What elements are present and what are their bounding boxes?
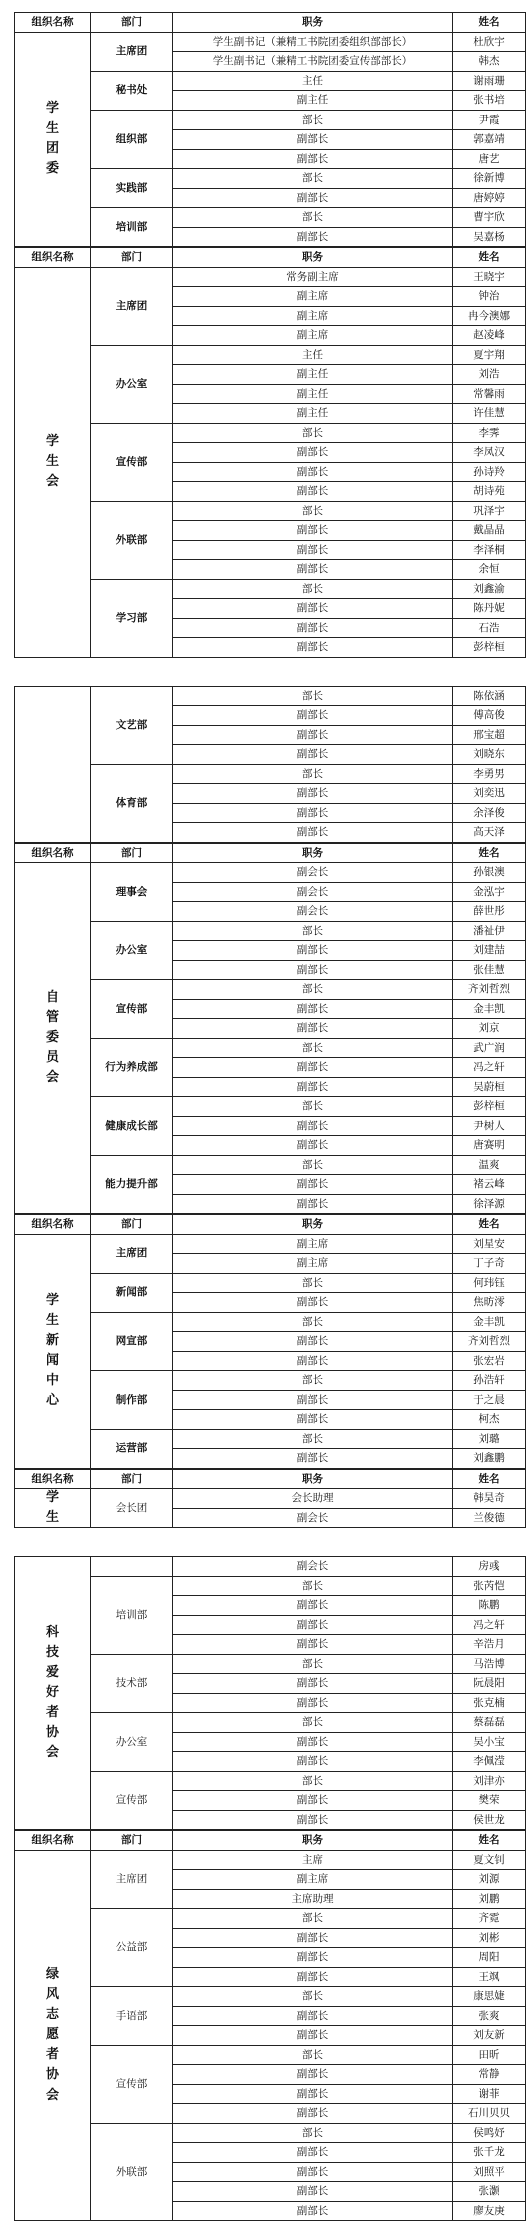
role-cell: 副部长 <box>173 2026 453 2046</box>
role-cell: 副部长 <box>173 1752 453 1772</box>
org-table <box>15 248 526 658</box>
name-cell: 刘奕迅 <box>453 784 526 804</box>
dept-name: 理事会 <box>91 863 173 922</box>
header-name: 姓名 <box>453 1831 526 1851</box>
role-cell: 副部长 <box>173 1058 453 1078</box>
role-cell: 副部长 <box>173 1449 453 1469</box>
name-cell: 齐霓 <box>453 1909 526 1929</box>
header-org: 组织名称 <box>15 248 91 268</box>
dept-name: 组织部 <box>91 111 173 170</box>
org-table-block <box>14 1830 526 2221</box>
name-cell: 夏文钊 <box>453 1851 526 1871</box>
role-cell: 副部长 <box>173 541 453 561</box>
org-table <box>15 1557 526 1830</box>
role-cell: 副部长 <box>173 2143 453 2163</box>
org-name: 自 管 委 员 会 <box>15 863 91 1214</box>
name-cell: 刘浩 <box>453 365 526 385</box>
role-cell: 主席助理 <box>173 1890 453 1910</box>
org-name: 学 生 团 委 <box>15 33 91 248</box>
role-cell: 副部长 <box>173 1175 453 1195</box>
role-cell: 部长 <box>173 1772 453 1792</box>
role-cell: 部长 <box>173 580 453 600</box>
name-cell: 齐刘哲烈 <box>453 1332 526 1352</box>
role-cell: 副部长 <box>173 804 453 824</box>
name-cell: 张宏岩 <box>453 1352 526 1372</box>
name-cell: 刘鑫鹏 <box>453 1449 526 1469</box>
name-cell: 巩泽宇 <box>453 502 526 522</box>
name-cell: 赵凌峰 <box>453 326 526 346</box>
role-cell: 副部长 <box>173 1811 453 1831</box>
name-cell: 常静 <box>453 2065 526 2085</box>
name-cell: 蔡磊磊 <box>453 1713 526 1733</box>
role-cell: 部长 <box>173 922 453 942</box>
name-cell: 戴晶晶 <box>453 521 526 541</box>
name-cell: 刘京 <box>453 1019 526 1039</box>
name-cell: 薛世彤 <box>453 902 526 922</box>
name-cell: 温爽 <box>453 1156 526 1176</box>
role-cell: 部长 <box>173 1577 453 1597</box>
role-cell: 部长 <box>173 1039 453 1059</box>
name-cell: 陈鹏 <box>453 1596 526 1616</box>
header-name: 姓名 <box>453 1215 526 1235</box>
org-table-block <box>14 686 526 843</box>
header-dept: 部门 <box>91 1470 173 1490</box>
name-cell: 李勇男 <box>453 765 526 785</box>
name-cell: 廖友庚 <box>453 2202 526 2221</box>
name-cell: 侯鸣妤 <box>453 2124 526 2144</box>
name-cell: 郭嘉靖 <box>453 130 526 150</box>
header-org: 组织名称 <box>15 1831 91 1851</box>
role-cell: 副部长 <box>173 1635 453 1655</box>
org-name: 学 生 新 闻 中 心 <box>15 1235 91 1469</box>
dept-name: 外联部 <box>91 2124 173 2221</box>
dept-name: 能力提升部 <box>91 1156 173 1215</box>
role-cell: 副部长 <box>173 823 453 843</box>
role-cell: 副主席 <box>173 1235 453 1255</box>
dept-name: 运营部 <box>91 1430 173 1469</box>
role-cell: 副部长 <box>173 784 453 804</box>
name-cell: 冯之轩 <box>453 1058 526 1078</box>
org-table-block <box>14 1469 526 1529</box>
name-cell: 张芮恺 <box>453 1577 526 1597</box>
dept-name: 网宣部 <box>91 1313 173 1372</box>
name-cell: 孙浩轩 <box>453 1371 526 1391</box>
name-cell: 吴嘉杨 <box>453 228 526 248</box>
role-cell: 副部长 <box>173 638 453 658</box>
dept-name: 健康成长部 <box>91 1097 173 1156</box>
header-role: 职务 <box>173 248 453 268</box>
role-cell: 副部长 <box>173 726 453 746</box>
dept-name: 宣传部 <box>91 424 173 502</box>
header-dept: 部门 <box>91 1831 173 1851</box>
role-cell: 副部长 <box>173 1596 453 1616</box>
role-cell: 副部长 <box>173 2065 453 2085</box>
role-cell: 部长 <box>173 2124 453 2144</box>
role-cell: 部长 <box>173 1097 453 1117</box>
role-cell: 副部长 <box>173 619 453 639</box>
role-cell: 部长 <box>173 687 453 707</box>
dept-name: 办公室 <box>91 922 173 981</box>
role-cell: 副部长 <box>173 2085 453 2105</box>
name-cell: 尹霞 <box>453 111 526 131</box>
org-table-block <box>14 12 526 247</box>
role-cell: 副部长 <box>173 463 453 483</box>
role-cell: 副主席 <box>173 1254 453 1274</box>
role-cell: 副部长 <box>173 2182 453 2202</box>
role-cell: 副部长 <box>173 2163 453 2183</box>
dept-name <box>91 1557 173 1577</box>
role-cell: 部长 <box>173 208 453 228</box>
name-cell: 石川贝贝 <box>453 2104 526 2124</box>
role-cell: 副部长 <box>173 228 453 248</box>
org-table <box>15 687 526 843</box>
dept-name: 体育部 <box>91 765 173 843</box>
name-cell: 王晓宇 <box>453 268 526 288</box>
org-name: 学 生 会 <box>15 268 91 658</box>
header-org: 组织名称 <box>15 844 91 864</box>
name-cell: 冉今澳娜 <box>453 307 526 327</box>
dept-name: 宣传部 <box>91 1772 173 1831</box>
name-cell: 常馨雨 <box>453 385 526 405</box>
header-dept: 部门 <box>91 248 173 268</box>
name-cell: 唐赛明 <box>453 1136 526 1156</box>
header-name: 姓名 <box>453 13 526 33</box>
name-cell: 孙诗羚 <box>453 463 526 483</box>
role-cell: 副部长 <box>173 482 453 502</box>
header-role: 职务 <box>173 1470 453 1490</box>
role-cell: 副部长 <box>173 1293 453 1313</box>
name-cell: 傅高俊 <box>453 706 526 726</box>
role-cell: 部长 <box>173 502 453 522</box>
name-cell: 高天泽 <box>453 823 526 843</box>
name-cell: 金泓宇 <box>453 883 526 903</box>
name-cell: 于之晨 <box>453 1391 526 1411</box>
dept-name: 制作部 <box>91 1371 173 1430</box>
name-cell: 刘彬 <box>453 1929 526 1949</box>
dept-name: 办公室 <box>91 346 173 424</box>
role-cell: 副部长 <box>173 521 453 541</box>
name-cell: 冯之轩 <box>453 1616 526 1636</box>
role-cell: 副部长 <box>173 706 453 726</box>
dept-name: 培训部 <box>91 1577 173 1655</box>
dept-name: 实践部 <box>91 169 173 208</box>
name-cell: 丁子奇 <box>453 1254 526 1274</box>
header-dept: 部门 <box>91 844 173 864</box>
role-cell: 副部长 <box>173 1948 453 1968</box>
role-cell: 副部长 <box>173 1352 453 1372</box>
name-cell: 韩杰 <box>453 52 526 72</box>
header-name: 姓名 <box>453 1470 526 1490</box>
name-cell: 焦昉澪 <box>453 1293 526 1313</box>
name-cell: 李佩滢 <box>453 1752 526 1772</box>
header-role: 职务 <box>173 1215 453 1235</box>
name-cell: 唐艺 <box>453 150 526 170</box>
role-cell: 副部长 <box>173 1410 453 1430</box>
org-table <box>15 1831 526 2221</box>
role-cell: 副主席 <box>173 307 453 327</box>
role-cell: 副会长 <box>173 902 453 922</box>
header-dept: 部门 <box>91 13 173 33</box>
name-cell: 李泽桐 <box>453 541 526 561</box>
role-cell: 副部长 <box>173 1929 453 1949</box>
role-cell: 副部长 <box>173 560 453 580</box>
name-cell: 邢宝超 <box>453 726 526 746</box>
role-cell: 副会长 <box>173 1509 453 1529</box>
role-cell: 学生副书记（兼精工书院团委组织部部长） <box>173 33 453 53</box>
org-table-block <box>14 1556 526 1830</box>
org-name: 科 技 爱 好 者 协 会 <box>15 1557 91 1830</box>
name-cell: 韩昊奇 <box>453 1489 526 1509</box>
dept-name: 主席团 <box>91 33 173 72</box>
role-cell: 副部长 <box>173 1332 453 1352</box>
org-table-block <box>14 1214 526 1469</box>
name-cell: 李霁 <box>453 424 526 444</box>
role-cell: 副部长 <box>173 1078 453 1098</box>
dept-name: 宣传部 <box>91 2046 173 2124</box>
name-cell: 许佳慧 <box>453 404 526 424</box>
name-cell: 刘晓东 <box>453 745 526 765</box>
page <box>14 12 525 2221</box>
role-cell: 常务副主席 <box>173 268 453 288</box>
header-org: 组织名称 <box>15 1215 91 1235</box>
role-cell: 部长 <box>173 1430 453 1450</box>
name-cell: 刘津亦 <box>453 1772 526 1792</box>
name-cell: 唐婷婷 <box>453 189 526 209</box>
name-cell: 张克楠 <box>453 1694 526 1714</box>
role-cell: 副部长 <box>173 1019 453 1039</box>
dept-name: 技术部 <box>91 1655 173 1714</box>
role-cell: 副部长 <box>173 1136 453 1156</box>
dept-name: 办公室 <box>91 1713 173 1772</box>
name-cell: 房彧 <box>453 1557 526 1577</box>
name-cell: 孙银澳 <box>453 863 526 883</box>
name-cell: 彭梓桓 <box>453 1097 526 1117</box>
name-cell: 谢菲 <box>453 2085 526 2105</box>
header-role: 职务 <box>173 13 453 33</box>
name-cell: 李凤汉 <box>453 443 526 463</box>
name-cell: 樊荣 <box>453 1791 526 1811</box>
org-table-block <box>14 247 526 658</box>
header-role: 职务 <box>173 1831 453 1851</box>
role-cell: 副部长 <box>173 1791 453 1811</box>
role-cell: 副主任 <box>173 385 453 405</box>
name-cell: 周阳 <box>453 1948 526 1968</box>
role-cell: 副部长 <box>173 1968 453 1988</box>
name-cell: 褚云峰 <box>453 1175 526 1195</box>
name-cell: 刘鑫渝 <box>453 580 526 600</box>
name-cell: 徐泽源 <box>453 1195 526 1215</box>
name-cell: 张书培 <box>453 91 526 111</box>
name-cell: 田昕 <box>453 2046 526 2066</box>
header-org: 组织名称 <box>15 1470 91 1490</box>
dept-name: 秘书处 <box>91 72 173 111</box>
org-table <box>15 1215 526 1469</box>
role-cell: 部长 <box>173 111 453 131</box>
dept-name: 手语部 <box>91 1987 173 2046</box>
org-name: 学 生 <box>15 1489 91 1528</box>
org-name <box>15 687 91 843</box>
dept-name: 主席团 <box>91 1851 173 1910</box>
role-cell: 主任 <box>173 72 453 92</box>
header-dept: 部门 <box>91 1215 173 1235</box>
name-cell: 余恒 <box>453 560 526 580</box>
role-cell: 副部长 <box>173 1391 453 1411</box>
role-cell: 部长 <box>173 980 453 1000</box>
name-cell: 马浩博 <box>453 1655 526 1675</box>
name-cell: 刘源 <box>453 1870 526 1890</box>
dept-name: 宣传部 <box>91 980 173 1039</box>
name-cell: 何玮钰 <box>453 1274 526 1294</box>
header-org: 组织名称 <box>15 13 91 33</box>
role-cell: 主席 <box>173 1851 453 1871</box>
name-cell: 侯世龙 <box>453 1811 526 1831</box>
role-cell: 副部长 <box>173 1733 453 1753</box>
role-cell: 副主任 <box>173 404 453 424</box>
dept-name: 文艺部 <box>91 687 173 765</box>
name-cell: 曹宇欣 <box>453 208 526 228</box>
role-cell: 副会长 <box>173 863 453 883</box>
org-table-block <box>14 843 526 1215</box>
name-cell: 徐新博 <box>453 169 526 189</box>
dept-name: 主席团 <box>91 1235 173 1274</box>
role-cell: 副部长 <box>173 599 453 619</box>
role-cell: 学生副书记（兼精工书院团委宣传部部长） <box>173 52 453 72</box>
header-name: 姓名 <box>453 248 526 268</box>
dept-name: 培训部 <box>91 208 173 247</box>
name-cell: 余泽俊 <box>453 804 526 824</box>
role-cell: 部长 <box>173 424 453 444</box>
role-cell: 部长 <box>173 1156 453 1176</box>
name-cell: 刘璐 <box>453 1430 526 1450</box>
name-cell: 兰俊德 <box>453 1509 526 1529</box>
org-table <box>15 13 526 247</box>
name-cell: 夏宇翔 <box>453 346 526 366</box>
role-cell: 副部长 <box>173 941 453 961</box>
role-cell: 部长 <box>173 1313 453 1333</box>
name-cell: 张佳慧 <box>453 961 526 981</box>
role-cell: 部长 <box>173 1274 453 1294</box>
role-cell: 部长 <box>173 765 453 785</box>
name-cell: 陈丹妮 <box>453 599 526 619</box>
name-cell: 王飒 <box>453 1968 526 1988</box>
name-cell: 武广润 <box>453 1039 526 1059</box>
role-cell: 副部长 <box>173 1000 453 1020</box>
name-cell: 胡诗苑 <box>453 482 526 502</box>
dept-name: 公益部 <box>91 1909 173 1987</box>
name-cell: 尹树人 <box>453 1117 526 1137</box>
role-cell: 部长 <box>173 1655 453 1675</box>
role-cell: 部长 <box>173 169 453 189</box>
name-cell: 陈依涵 <box>453 687 526 707</box>
name-cell: 吴小宝 <box>453 1733 526 1753</box>
name-cell: 张灏 <box>453 2182 526 2202</box>
role-cell: 副主任 <box>173 91 453 111</box>
role-cell: 副部长 <box>173 2007 453 2027</box>
name-cell: 阮晨阳 <box>453 1674 526 1694</box>
dept-name: 新闻部 <box>91 1274 173 1313</box>
role-cell: 副部长 <box>173 189 453 209</box>
role-cell: 副部长 <box>173 961 453 981</box>
name-cell: 金丰凯 <box>453 1000 526 1020</box>
dept-name: 外联部 <box>91 502 173 580</box>
name-cell: 刘鹏 <box>453 1890 526 1910</box>
org-table <box>15 844 526 1215</box>
name-cell: 彭梓桓 <box>453 638 526 658</box>
org-table <box>15 1470 526 1529</box>
name-cell: 康思婕 <box>453 1987 526 2007</box>
role-cell: 副部长 <box>173 1674 453 1694</box>
role-cell: 副主席 <box>173 1870 453 1890</box>
role-cell: 副部长 <box>173 1195 453 1215</box>
name-cell: 齐刘哲烈 <box>453 980 526 1000</box>
header-role: 职务 <box>173 844 453 864</box>
role-cell: 副会长 <box>173 883 453 903</box>
role-cell: 副部长 <box>173 443 453 463</box>
dept-name: 学习部 <box>91 580 173 658</box>
name-cell: 刘建喆 <box>453 941 526 961</box>
role-cell: 副主席 <box>173 287 453 307</box>
name-cell: 柯杰 <box>453 1410 526 1430</box>
name-cell: 金丰凯 <box>453 1313 526 1333</box>
name-cell: 杜欣宇 <box>453 33 526 53</box>
role-cell: 主任 <box>173 346 453 366</box>
role-cell: 副部长 <box>173 2104 453 2124</box>
role-cell: 副部长 <box>173 150 453 170</box>
role-cell: 副部长 <box>173 1616 453 1636</box>
name-cell: 谢雨珊 <box>453 72 526 92</box>
dept-name: 会长团 <box>91 1489 173 1528</box>
page-break <box>14 1528 525 1556</box>
dept-name: 行为养成部 <box>91 1039 173 1098</box>
name-cell: 辛浩月 <box>453 1635 526 1655</box>
role-cell: 会长助理 <box>173 1489 453 1509</box>
name-cell: 张千龙 <box>453 2143 526 2163</box>
name-cell: 刘友新 <box>453 2026 526 2046</box>
role-cell: 部长 <box>173 1713 453 1733</box>
name-cell: 刘照平 <box>453 2163 526 2183</box>
role-cell: 部长 <box>173 2046 453 2066</box>
role-cell: 副部长 <box>173 1117 453 1137</box>
dept-name: 主席团 <box>91 268 173 346</box>
name-cell: 吴蔚桓 <box>453 1078 526 1098</box>
page-break <box>14 658 525 686</box>
role-cell: 副主任 <box>173 365 453 385</box>
org-name: 绿 风 志 愿 者 协 会 <box>15 1851 91 2221</box>
name-cell: 潘祉伊 <box>453 922 526 942</box>
role-cell: 副会长 <box>173 1557 453 1577</box>
role-cell: 副部长 <box>173 130 453 150</box>
role-cell: 部长 <box>173 1909 453 1929</box>
role-cell: 副主席 <box>173 326 453 346</box>
name-cell: 钟治 <box>453 287 526 307</box>
role-cell: 部长 <box>173 1371 453 1391</box>
role-cell: 副部长 <box>173 2202 453 2221</box>
role-cell: 副部长 <box>173 1694 453 1714</box>
role-cell: 副部长 <box>173 745 453 765</box>
role-cell: 部长 <box>173 1987 453 2007</box>
name-cell: 张爽 <box>453 2007 526 2027</box>
name-cell: 石浩 <box>453 619 526 639</box>
header-name: 姓名 <box>453 844 526 864</box>
name-cell: 刘星安 <box>453 1235 526 1255</box>
